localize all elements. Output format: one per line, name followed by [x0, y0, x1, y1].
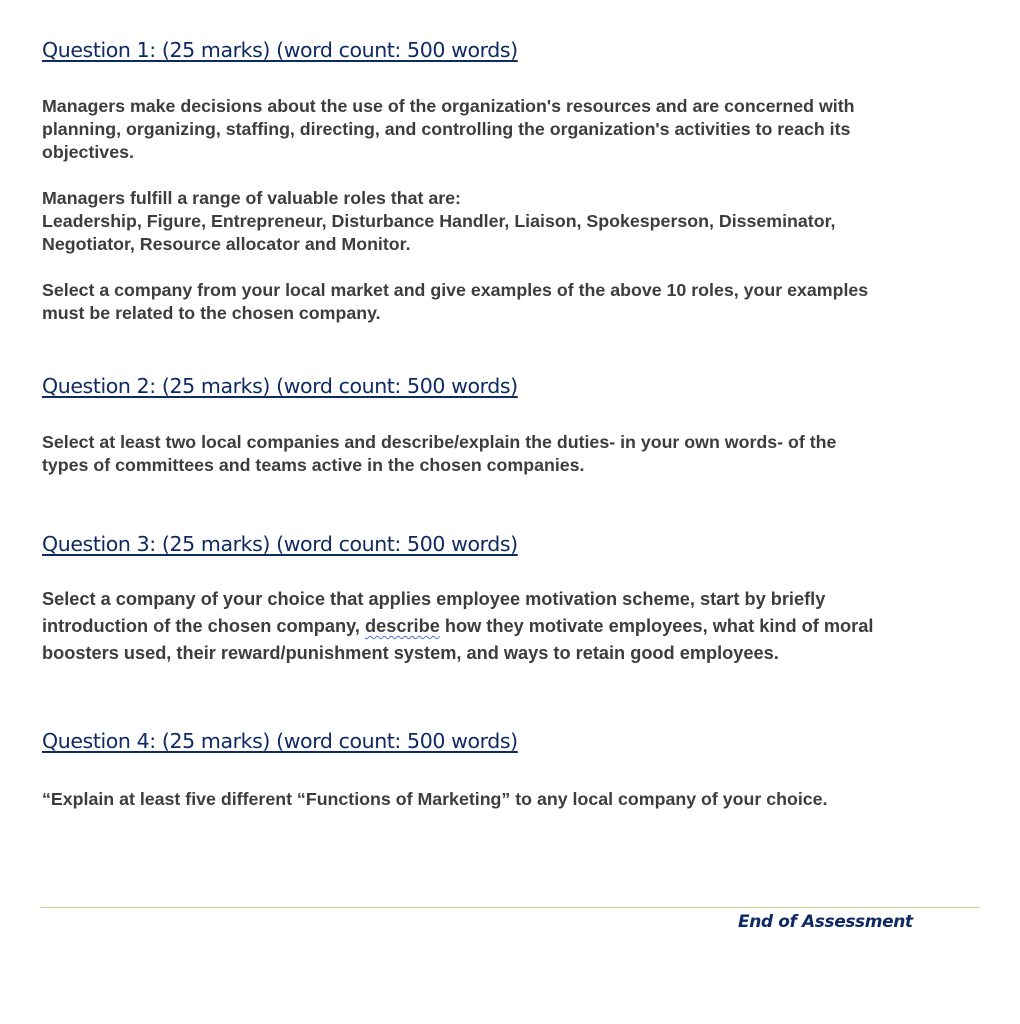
question-1-paragraph-2	[42, 187, 977, 256]
question-4-heading: Question 4: (25 marks) (word count: 500 words)	[42, 729, 518, 753]
text-line: Managers make decisions about the use of the organization's resources and are concerned with	[42, 96, 855, 116]
text-line: boosters used, their reward/punishment system, and ways to retain good employees.	[42, 643, 779, 663]
text-line: Managers fulfill a range of valuable roles that are:	[42, 188, 461, 208]
question-4-paragraph	[42, 788, 977, 811]
text-line: types of committees and teams active in the chosen companies.	[42, 455, 585, 475]
question-3-heading: Question 3: (25 marks) (word count: 500 words)	[42, 532, 518, 556]
spellcheck-flagged-word[interactable]: describe	[365, 616, 440, 636]
text-line: Negotiator, Resource allocator and Monitor.	[42, 234, 411, 254]
text-line: must be related to the chosen company.	[42, 303, 381, 323]
question-1-heading: Question 1: (25 marks) (word count: 500 words)	[42, 38, 518, 62]
end-of-assessment-label: End of Assessment	[738, 912, 913, 932]
text-line: Select at least two local companies and describe/explain the duties- in your own words- of the	[42, 432, 837, 452]
question-3-paragraph	[42, 586, 977, 667]
question-2-heading: Question 2: (25 marks) (word count: 500 words)	[42, 374, 518, 398]
footer-divider	[40, 907, 980, 908]
text-segment: introduction of the chosen company,	[42, 616, 366, 636]
text-line: planning, organizing, staffing, directing, and controlling the organization's activities to reach its	[42, 119, 851, 139]
text-line	[42, 613, 977, 640]
text-line: “Explain at least five different “Functions of Marketing” to any local company of your choice.	[42, 789, 828, 809]
text-line: Select a company from your local market and give examples of the above 10 roles, your examples	[42, 280, 869, 300]
question-1-paragraph-3	[42, 279, 977, 325]
text-line: Leadership, Figure, Entrepreneur, Disturbance Handler, Liaison, Spokesperson, Disseminator,	[42, 211, 836, 231]
question-2-paragraph	[42, 431, 977, 477]
text-segment: how they motivate employees, what kind of moral	[439, 616, 874, 636]
text-line: objectives.	[42, 142, 134, 162]
text-line: Select a company of your choice that applies employee motivation scheme, start by briefly	[42, 589, 826, 609]
question-1-paragraph-1	[42, 95, 977, 164]
